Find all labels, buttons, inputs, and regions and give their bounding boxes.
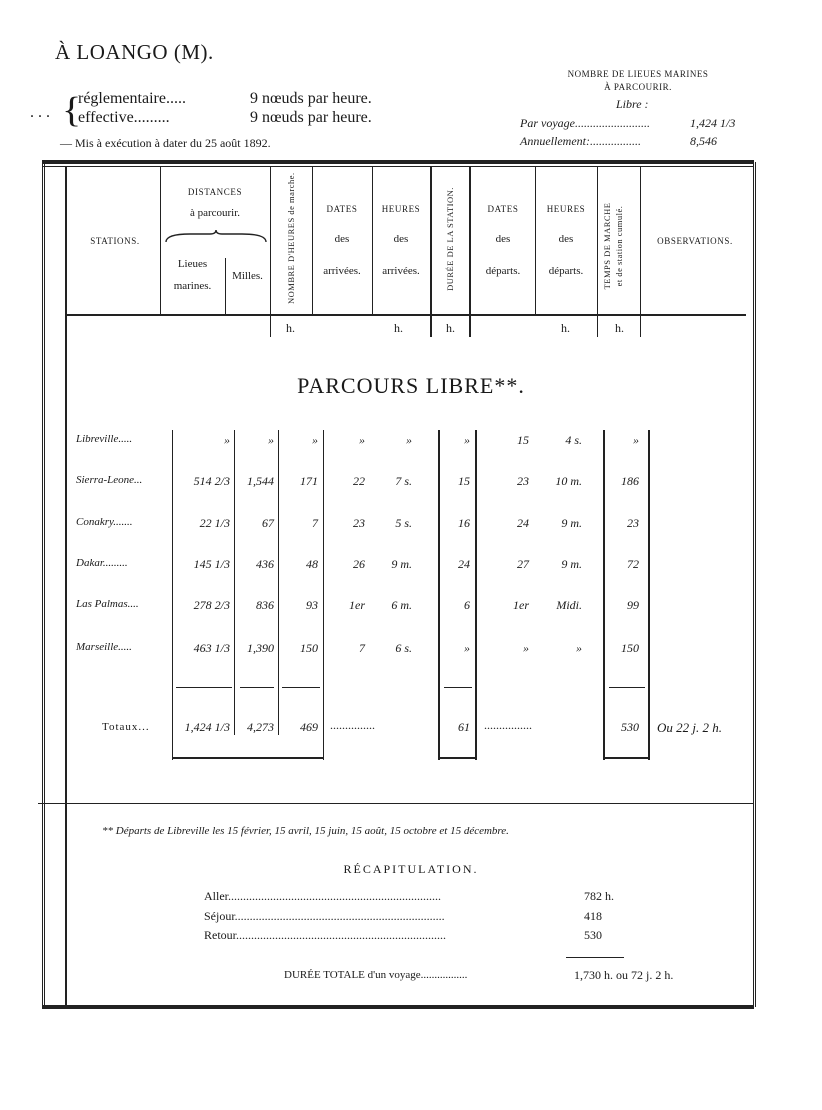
row-station: Dakar......... <box>76 557 128 569</box>
col-temps-1: TEMPS DE MARCHE <box>602 202 612 290</box>
speed-effective-label: effective......... <box>78 109 170 126</box>
row-heure-dep: » <box>576 641 582 655</box>
sum-rule <box>444 687 472 688</box>
annuellement-label: Annuellement:................. <box>520 134 641 148</box>
row-heure-arr: 6 m. <box>391 598 412 612</box>
tot-temps: 530 <box>621 720 639 734</box>
totals-under-rule <box>438 757 476 759</box>
row-heure-arr: 9 m. <box>391 557 412 571</box>
totals-under-rule <box>172 757 324 759</box>
col-line <box>640 167 641 337</box>
row-heure-arr: 5 s. <box>395 516 412 530</box>
row-date-dep: 27 <box>517 557 529 571</box>
row-station: Sierra-Leone... <box>76 474 143 486</box>
row-heure-arr: » <box>406 433 412 447</box>
annuellement-value: 8,546 <box>690 134 717 148</box>
row-lieues: 463 1/3 <box>193 641 230 655</box>
col-distances: DISTANCES <box>187 187 243 197</box>
row-heure-arr: 6 s. <box>395 641 412 655</box>
recap-title: RÉCAPITULATION. <box>343 862 479 876</box>
row-station: Las Palmas.... <box>76 598 139 610</box>
row-milles: 436 <box>256 557 274 571</box>
row-date-arr: » <box>359 433 365 447</box>
row-date-dep: 24 <box>517 516 529 530</box>
row-milles: 1,544 <box>247 474 274 488</box>
col-nombre-heures: NOMBRE D'HEURES de marche. <box>286 172 296 304</box>
execution-note: — Mis à exécution à dater du 25 août 1892. <box>60 136 271 150</box>
row-temps: 23 <box>627 516 639 530</box>
tot-dots-2: ................ <box>484 718 532 732</box>
recap-total-value: 1,730 h. ou 72 j. 2 h. <box>574 968 674 982</box>
recap-retour-value: 530 <box>584 928 602 942</box>
col-dates-arr-1: DATES <box>326 204 358 214</box>
row-milles: 1,390 <box>247 641 274 655</box>
col-dates-dep-1: DATES <box>487 204 519 214</box>
col-temps-2: et de station cumulé. <box>614 205 624 287</box>
tot-duree: 61 <box>458 720 470 734</box>
sum-rule <box>176 687 232 688</box>
top-rule <box>42 160 754 164</box>
recap-sejour-label: Séjour...................................................................... <box>204 909 445 923</box>
sum-rule <box>240 687 274 688</box>
row-date-dep: 23 <box>517 474 529 488</box>
col-line <box>469 167 471 337</box>
table-bottom-rule <box>38 803 754 804</box>
speed-reglementaire-label: réglementaire..... <box>78 90 186 107</box>
recap-sejour-value: 418 <box>584 909 602 923</box>
row-heures: 150 <box>300 641 318 655</box>
unit-heures: h. <box>286 321 295 335</box>
row-date-dep: 1er <box>513 598 529 612</box>
top-rule-thin <box>42 166 754 167</box>
row-temps: » <box>633 433 639 447</box>
speed-effective-value: 9 nœuds par heure. <box>250 109 372 126</box>
row-date-dep: 15 <box>517 433 529 447</box>
row-date-arr: 1er <box>349 598 365 612</box>
row-milles: 67 <box>262 516 274 530</box>
page-title: À LOANGO (M). <box>55 40 214 64</box>
col-dates-dep-3: départs. <box>485 265 521 277</box>
row-temps: 186 <box>621 474 639 488</box>
col-heures-arr-1: HEURES <box>381 204 421 214</box>
row-lieues: 278 2/3 <box>193 598 230 612</box>
lieues-heading-1: NOMBRE DE LIEUES MARINES <box>567 69 709 79</box>
unit-heure-arr: h. <box>394 321 403 335</box>
row-heures: 48 <box>306 557 318 571</box>
col-lieues-2: marines. <box>173 280 212 292</box>
par-voyage-label: Par voyage......................... <box>520 116 650 130</box>
row-duree: » <box>464 641 470 655</box>
row-duree: » <box>464 433 470 447</box>
section-title: PARCOURS LIBRE**. <box>297 373 525 398</box>
row-duree: 6 <box>464 598 470 612</box>
col-dates-arr-3: arrivées. <box>323 265 361 277</box>
tot-lieues: 1,424 1/3 <box>184 720 230 734</box>
col-observations: OBSERVATIONS. <box>657 236 733 246</box>
speed-reglementaire-value: 9 nœuds par heure. <box>250 90 372 107</box>
inner-left-rule <box>65 166 67 1006</box>
col-heures-arr-2: des <box>393 233 409 245</box>
bottom-rule <box>42 1005 754 1009</box>
totaux-label: Totaux... <box>102 721 150 733</box>
row-lieues: 145 1/3 <box>193 557 230 571</box>
distances-brace <box>164 230 268 244</box>
lieues-libre: Libre : <box>616 97 649 111</box>
row-milles: 836 <box>256 598 274 612</box>
row-temps: 72 <box>627 557 639 571</box>
row-temps: 150 <box>621 641 639 655</box>
par-voyage-value: 1,424 1/3 <box>690 116 736 130</box>
sum-rule <box>609 687 645 688</box>
tot-milles: 4,273 <box>247 720 274 734</box>
row-heure-arr: 7 s. <box>395 474 412 488</box>
row-heure-dep: 9 m. <box>561 516 582 530</box>
row-date-arr: 26 <box>353 557 365 571</box>
col-line <box>225 258 226 316</box>
row-station: Marseille..... <box>76 641 132 653</box>
tot-heures: 469 <box>300 720 318 734</box>
row-milles: » <box>268 433 274 447</box>
header-bottom-rule <box>66 314 746 316</box>
totals-under-rule <box>603 757 649 759</box>
footnote: ** Départs de Libreville les 15 février, 15 avril, 15 juin, 15 août, 15 octobre et 15 décembre. <box>102 825 509 837</box>
row-heures: 171 <box>300 474 318 488</box>
col-milles: Milles. <box>232 270 263 282</box>
col-heures-dep-3: départs. <box>548 265 584 277</box>
row-duree: 24 <box>458 557 470 571</box>
row-lieues: 22 1/3 <box>199 516 230 530</box>
row-heures: 93 <box>306 598 318 612</box>
recap-total-label: DURÉE TOTALE d'un voyage................. <box>284 969 468 981</box>
col-heures-arr-3: arrivées. <box>382 265 420 277</box>
col-dates-arr-2: des <box>334 233 350 245</box>
row-heures: » <box>312 433 318 447</box>
unit-heure-dep: h. <box>561 321 570 335</box>
row-duree: 16 <box>458 516 470 530</box>
col-duree: DURÉE DE LA STATION. <box>445 187 455 291</box>
sum-rule <box>282 687 320 688</box>
tot-obs: Ou 22 j. 2 h. <box>657 720 722 735</box>
row-heures: 7 <box>312 516 318 530</box>
row-date-arr: 22 <box>353 474 365 488</box>
recap-aller-label: Aller....................................................................... <box>204 889 441 903</box>
row-date-arr: 23 <box>353 516 365 530</box>
unit-duree: h. <box>446 321 455 335</box>
col-line <box>597 167 598 337</box>
row-heure-dep: 9 m. <box>561 557 582 571</box>
row-heure-dep: 4 s. <box>565 433 582 447</box>
row-station: Conakry....... <box>76 516 133 528</box>
col-temps <box>601 181 625 311</box>
row-date-dep: » <box>523 641 529 655</box>
body-col-line <box>648 430 650 760</box>
row-heure-dep: 10 m. <box>555 474 582 488</box>
row-lieues: 514 2/3 <box>193 474 230 488</box>
col-heures-dep-1: HEURES <box>546 204 586 214</box>
col-distances-sub: à parcourir. <box>189 207 241 219</box>
row-duree: 15 <box>458 474 470 488</box>
row-heure-dep: Midi. <box>556 598 582 612</box>
unit-temps: h. <box>615 321 624 335</box>
col-heures-dep-2: des <box>558 233 574 245</box>
col-dates-dep-2: des <box>495 233 511 245</box>
brace: { <box>62 89 82 130</box>
tot-dots-1: ............... <box>330 718 375 732</box>
row-station: Libreville..... <box>76 433 133 445</box>
col-stations: STATIONS. <box>90 236 140 246</box>
dots-marker: . . . <box>30 104 50 121</box>
row-temps: 99 <box>627 598 639 612</box>
lieues-heading-2: À PARCOURIR. <box>604 82 672 92</box>
row-date-arr: 7 <box>359 641 365 655</box>
recap-aller-value: 782 h. <box>584 889 614 903</box>
recap-sum-rule <box>566 957 624 958</box>
col-line <box>430 167 432 337</box>
recap-retour-label: Retour...................................................................... <box>204 928 446 942</box>
row-lieues: » <box>224 433 230 447</box>
col-lieues-1: Lieues <box>177 258 208 270</box>
col-line <box>270 167 271 337</box>
